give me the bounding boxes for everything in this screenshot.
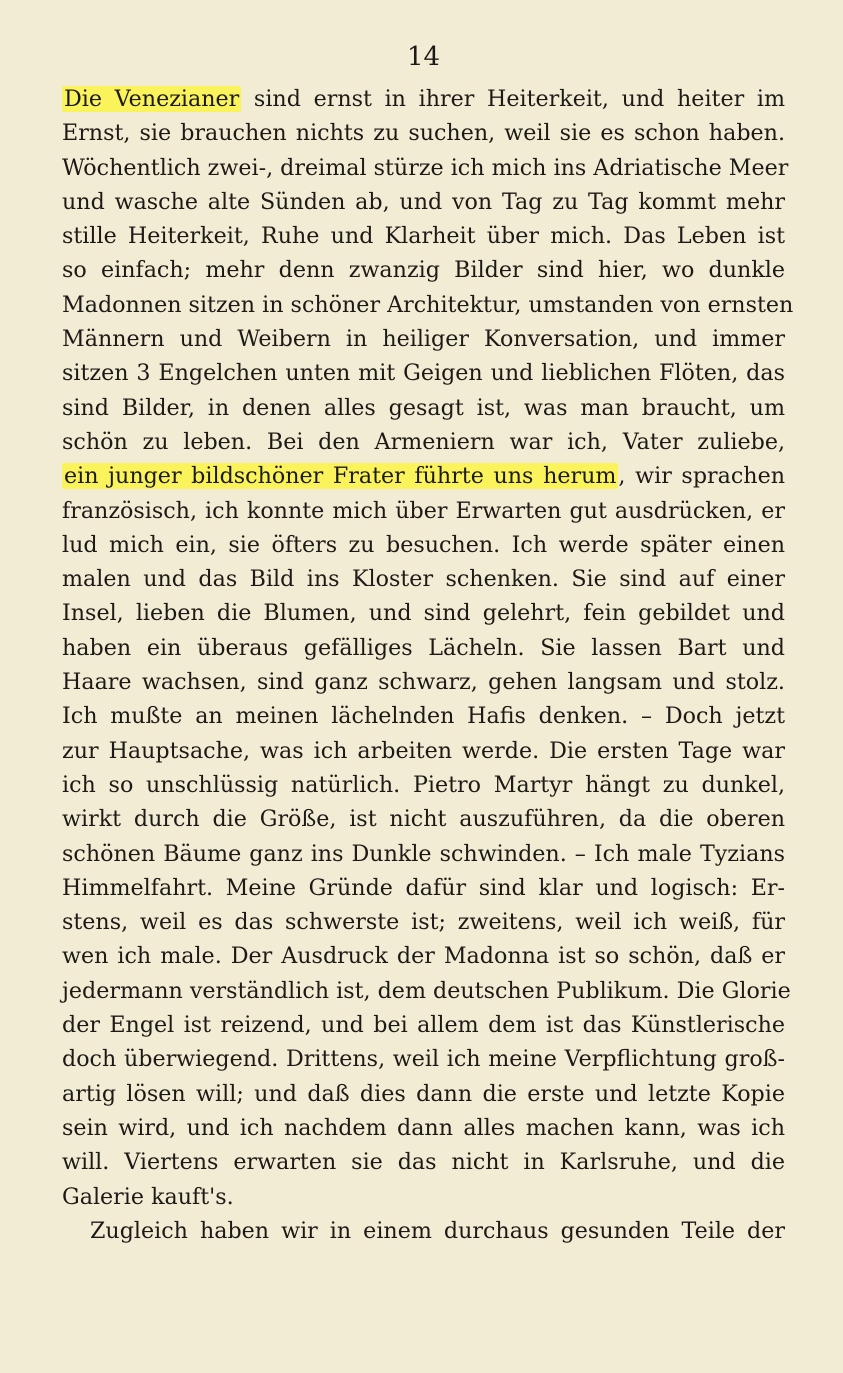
text-line: lud mich ein, sie öfters zu besuchen. Ich werde später einen xyxy=(62,531,785,558)
text-line: haben ein überaus gefälliges Lächeln. Sie lassen Bart und xyxy=(62,634,785,661)
text-line: will. Viertens erwarten sie das nicht in Karlsruhe, und die xyxy=(62,1149,785,1176)
highlighted-text: Die Venezianer xyxy=(64,86,240,112)
body-text xyxy=(62,82,794,1248)
highlighted-text: ein junger bildschöner Frater führte uns herum xyxy=(64,463,617,490)
text-line: Haare wachsen, sind ganz schwarz, gehen langsam und stolz. xyxy=(62,669,785,696)
text-line: französisch, ich konnte mich über Erwarten gut ausdrücken, er xyxy=(62,497,785,524)
text-line: Zugleich haben wir in einem durchaus gesunden Teile der xyxy=(90,1217,785,1244)
text-line: sein wird, und ich nachdem dann alles machen kann, was ich xyxy=(62,1114,785,1141)
text-line: stille Heiterkeit, Ruhe und Klarheit über mich. Das Leben ist xyxy=(62,223,785,250)
text-line: sind Bilder, in denen alles gesagt ist, was man braucht, um xyxy=(62,394,785,421)
text-line: doch überwiegend. Drittens, weil ich meine Verpflichtung groß- xyxy=(62,1046,785,1073)
text-line: jedermann verständlich ist, dem deutschen Publikum. Die Glorie xyxy=(62,977,791,1004)
text-line: Ich mußte an meinen lächelnden Hafis denken. – Doch jetzt xyxy=(62,703,785,730)
text-line: so einfach; mehr denn zwanzig Bilder sind hier, wo dunkle xyxy=(62,257,785,284)
text-line: Wöchentlich zwei-, dreimal stürze ich mich ins Adriatische Meer xyxy=(62,154,789,181)
text-line: Galerie kauft's. xyxy=(62,1183,234,1210)
text-line: wen ich male. Der Ausdruck der Madonna ist so schön, daß er xyxy=(62,943,785,970)
page-number: 14 xyxy=(406,42,441,72)
text-line: schön zu leben. Bei den Armeniern war ich, Vater zuliebe, xyxy=(62,428,785,455)
text-line: Insel, lieben die Blumen, und sind gelehrt, fein gebildet und xyxy=(62,600,785,627)
text-line xyxy=(62,459,785,493)
text-line: schönen Bäume ganz ins Dunkle schwinden. – Ich male Tyzians xyxy=(62,840,785,867)
text-line: artig lösen will; und daß dies dann die erste und letzte Kopie xyxy=(62,1080,785,1107)
text-line: ich so unschlüssig natürlich. Pietro Martyr hängt zu dunkel, xyxy=(62,771,785,798)
line-text: , wir sprachen xyxy=(618,463,785,490)
text-line: der Engel ist reizend, und bei allem dem ist das Künstlerische xyxy=(62,1012,785,1039)
text-line: stens, weil es das schwerste ist; zweitens, weil ich weiß, für xyxy=(62,909,785,936)
text-line: Madonnen sitzen in schöner Architektur, umstanden von ernsten xyxy=(62,291,794,318)
text-line: wirkt durch die Größe, ist nicht auszuführen, da die oberen xyxy=(62,806,785,833)
line-text: sind ernst in ihrer Heiterkeit, und heiter im xyxy=(241,86,785,112)
text-line: sitzen 3 Engelchen unten mit Geigen und lieblichen Flöten, das xyxy=(62,360,785,387)
text-line: zur Hauptsache, was ich arbeiten werde. Die ersten Tage war xyxy=(62,737,785,764)
text-line: Männern und Weibern in heiliger Konversation, und immer xyxy=(62,326,785,353)
text-line: malen und das Bild ins Kloster schenken. Sie sind auf einer xyxy=(62,566,785,593)
text-line: Himmelfahrt. Meine Gründe dafür sind klar und logisch: Er- xyxy=(62,874,785,901)
text-line: Ernst, sie brauchen nichts zu suchen, weil sie es schon haben. xyxy=(62,120,785,147)
text-line: und wasche alte Sünden ab, und von Tag zu Tag kommt mehr xyxy=(62,188,785,215)
text-line xyxy=(62,82,785,116)
